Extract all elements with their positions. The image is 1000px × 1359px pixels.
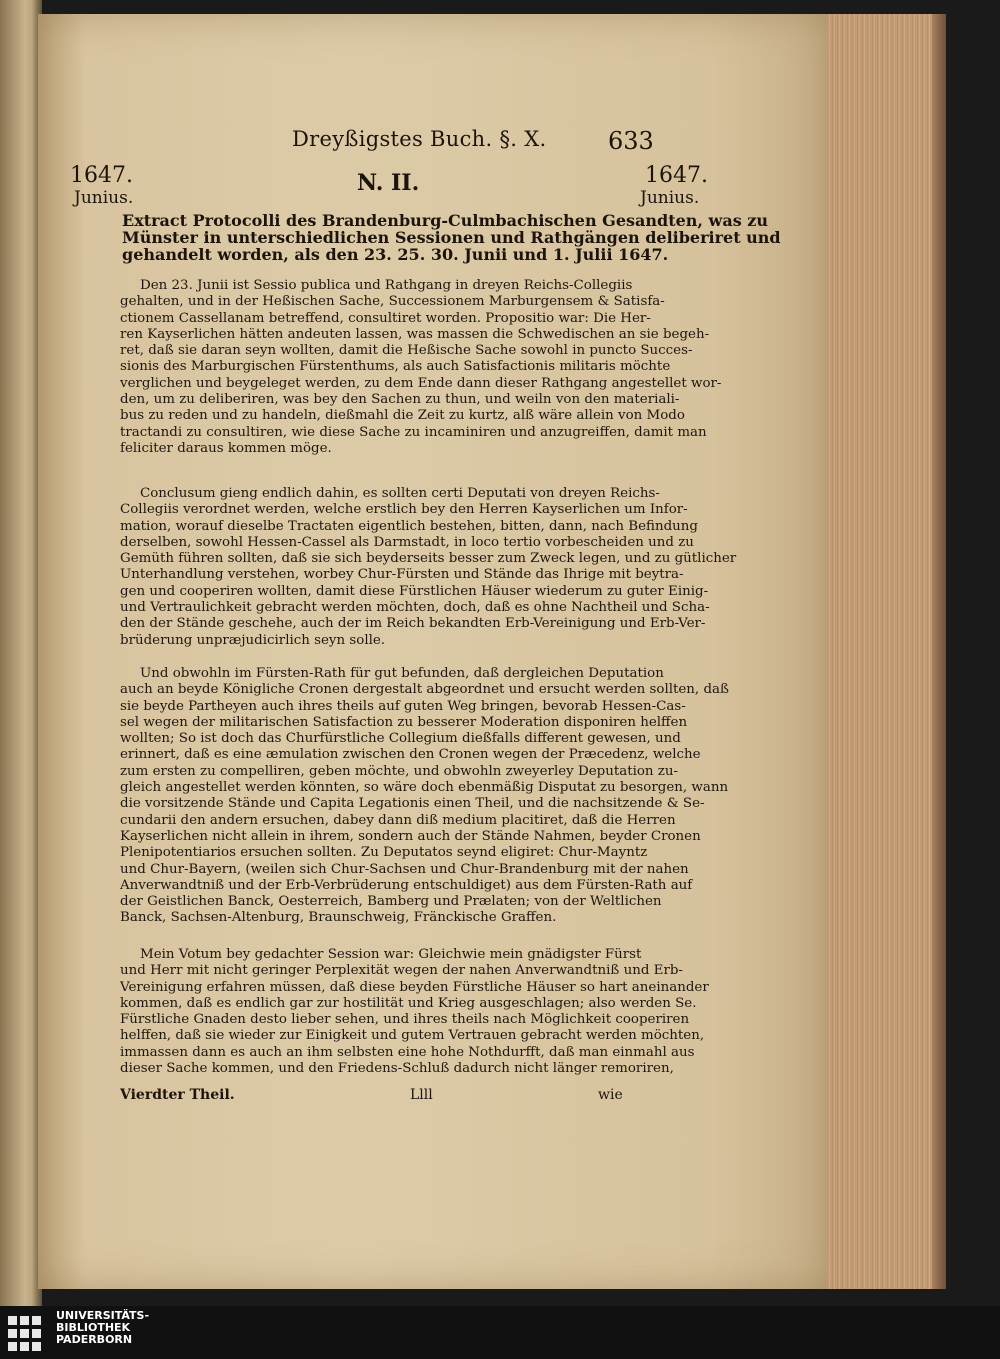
text-line: Gemüth führen sollten, daß sie sich beyderseits besser zum Zweck legen, und zu gütlicher bbox=[120, 551, 737, 567]
text-line: Plenipotentiarios ersuchen sollten. Zu Deputatos seynd eligiret: Chur-Mayntz bbox=[120, 845, 648, 861]
text-line: gehalten, und in der Heßischen Sache, Successionem Marburgensem & Satisfa- bbox=[120, 294, 665, 310]
heading-line: gehandelt worden, als den 23. 25. 30. Junii und 1. Julii 1647. bbox=[122, 245, 669, 264]
library-name-line: PADERBORN bbox=[56, 1333, 133, 1346]
catchword: wie bbox=[598, 1087, 623, 1103]
text-line: bus zu reden und zu handeln, dießmahl die Zeit zu kurtz, alß wäre allein von Modo bbox=[120, 408, 685, 424]
text-line: sie beyde Partheyen auch ihres theils auf guten Weg bringen, bevorab Hessen-Cas- bbox=[120, 698, 686, 714]
gathering-mark: Llll bbox=[410, 1087, 433, 1103]
text-line: Unterhandlung verstehen, worbey Chur-Fürsten und Stände das Ihrige mit beytra- bbox=[120, 567, 684, 583]
paragraph-1 bbox=[120, 278, 722, 457]
text-line: Conclusum gieng endlich dahin, es sollten certi Deputati von dreyen Reichs- bbox=[140, 486, 660, 501]
text-line: ret, daß sie daran seyn wollten, damit die Heßische Sache sowohl in puncto Succes- bbox=[120, 343, 693, 359]
text-line: dieser Sache kommen, und den Friedens-Schluß dadurch nicht länger remoriren, bbox=[120, 1061, 674, 1077]
text-line: brüderung unpræjudicirlich seyn solle. bbox=[120, 632, 386, 648]
text-line: derselben, sowohl Hessen-Cassel als Darmstadt, in loco tertio vorbescheiden und zu bbox=[120, 534, 694, 550]
margin-year-right: 1647. bbox=[645, 163, 708, 188]
document-number: N. II. bbox=[357, 170, 420, 196]
text-line: Kayserlichen nicht allein in ihrem, sondern auch der Stände Nahmen, beyder Cronen bbox=[120, 828, 701, 844]
signature-mark: Vierdter Theil. bbox=[120, 1087, 235, 1103]
text-line: auch an beyde Königliche Cronen dergestalt abgeordnet und ersucht werden sollten, daß bbox=[120, 682, 729, 698]
text-line: tractandi zu consultiren, wie diese Sache zu incaminiren und anzugreiffen, damit man bbox=[120, 424, 707, 440]
library-name-line: BIBLIOTHEK bbox=[56, 1321, 131, 1334]
text-line: den, um zu deliberiren, was bey den Sachen zu thun, und weiln von den materiali- bbox=[120, 392, 680, 408]
text-line: wollten; So ist doch das Churfürstliche Collegium dießfalls different gewesen, und bbox=[120, 731, 681, 747]
paragraph-3 bbox=[120, 666, 729, 927]
document-heading bbox=[122, 211, 781, 264]
text-line: sionis des Marburgischen Fürstenthums, als auch Satisfactionis militaris möchte bbox=[120, 359, 671, 375]
text-line: sel wegen der militarischen Satisfaction zu besserer Moderation disponiren helffen bbox=[120, 714, 688, 730]
text-line: feliciter daraus kommen möge. bbox=[120, 440, 332, 456]
text-line: erinnert, daß es eine æmulation zwischen den Cronen wegen der Præcedenz, welche bbox=[120, 747, 701, 763]
text-line: der Geistlichen Banck, Oesterreich, Bamberg und Prælaten; von der Weltlichen bbox=[120, 894, 662, 910]
text-line: cundarii den andern ersuchen, dabey dann diß medium placitiret, daß die Herren bbox=[120, 812, 676, 828]
heading-line: Münster in unterschiedlichen Sessionen und Rathgängen deliberiret und bbox=[122, 228, 781, 247]
text-line: gleich angestellet werden könnten, so wäre doch ebenmäßig Disputat zu besorgen, wann bbox=[120, 780, 729, 796]
library-name-line: UNIVERSITÄTS- bbox=[56, 1309, 150, 1322]
text-line: Anverwandtniß und der Erb-Verbrüderung entschuldiget) aus dem Fürsten-Rath auf bbox=[120, 877, 693, 893]
text-line: Collegiis verordnet werden, welche erstlich bey den Herren Kayserlichen um Infor- bbox=[120, 502, 688, 518]
library-logo-icon bbox=[8, 1316, 50, 1352]
text-line: und Vertraulichkeit gebracht werden möchten, doch, daß es ohne Nachtheil und Scha- bbox=[120, 600, 710, 616]
margin-year-left: 1647. bbox=[70, 163, 133, 188]
text-line: zum ersten zu compelliren, geben möchte, und obwohln zweyerley Deputation zu- bbox=[120, 763, 679, 779]
margin-month-right: Junius. bbox=[640, 188, 700, 208]
text-line: Vereinigung erfahren müssen, daß diese beyden Fürstliche Häuser so hart aneinander bbox=[120, 979, 709, 995]
text-line: den der Stände geschehe, auch der im Reich bekandten Erb-Vereinigung und Erb-Ver- bbox=[120, 616, 706, 632]
paragraph-4 bbox=[120, 947, 709, 1077]
library-footer bbox=[0, 1306, 1000, 1359]
text-line: kommen, daß es endlich gar zur hostilität und Krieg ausgeschlagen; also werden Se. bbox=[120, 995, 697, 1011]
text-line: Und obwohln im Fürsten-Rath für gut befunden, daß dergleichen Deputation bbox=[140, 666, 664, 681]
text-line: ren Kayserlichen hätten andeuten lassen, was massen die Schwedischen an sie begeh- bbox=[120, 326, 710, 342]
facing-page-edge bbox=[0, 0, 42, 1306]
text-line: die vorsitzende Stände und Capita Legationis einen Theil, und die nachsitzende & Se- bbox=[120, 796, 705, 812]
text-line: helffen, daß sie wieder zur Einigkeit und gutem Vertrauen gebracht werden möchten, bbox=[120, 1028, 705, 1044]
text-line: Fürstliche Gnaden desto lieber sehen, und ihres theils nach Möglichkeit cooperiren bbox=[120, 1012, 690, 1028]
margin-month-left: Junius. bbox=[74, 188, 134, 208]
heading-line: Extract Protocolli des Brandenburg-Culmbachischen Gesandten, was zu bbox=[122, 211, 768, 230]
library-name bbox=[56, 1310, 149, 1346]
text-line: verglichen und beygeleget werden, zu dem Ende dann dieser Rathgang angestellet wor- bbox=[120, 375, 722, 391]
text-line: ctionem Cassellanam betreffend, consultiret worden. Propositio war: Die Her- bbox=[120, 310, 651, 326]
running-head: Dreyßigstes Buch. §. X. bbox=[292, 127, 547, 151]
text-line: gen und cooperiren wollten, damit diese Fürstlichen Häuser wiederum zu guter Einig- bbox=[120, 583, 709, 599]
text-line: und Herr mit nicht geringer Perplexität wegen der nahen Anverwandtniß und Erb- bbox=[120, 963, 683, 979]
text-line: Mein Votum bey gedachter Session war: Gleichwie mein gnädigster Fürst bbox=[140, 947, 642, 962]
text-line: und Chur-Bayern, (weilen sich Chur-Sachsen und Chur-Brandenburg mit der nahen bbox=[120, 861, 689, 877]
text-line: Banck, Sachsen-Altenburg, Braunschweig, Fränckische Graffen. bbox=[120, 910, 557, 926]
text-line: immassen dann es auch an ihm selbsten eine hohe Nothdurfft, daß man einmahl aus bbox=[120, 1044, 695, 1060]
page-block-edge bbox=[826, 14, 946, 1289]
page-number: 633 bbox=[608, 127, 654, 155]
text-line: mation, worauf dieselbe Tractaten eigentlich bestehen, bitten, dann, nach Befindung bbox=[120, 518, 698, 534]
paragraph-2 bbox=[120, 486, 737, 649]
text-line: Den 23. Junii ist Sessio publica und Rathgang in dreyen Reichs-Collegiis bbox=[140, 278, 633, 293]
